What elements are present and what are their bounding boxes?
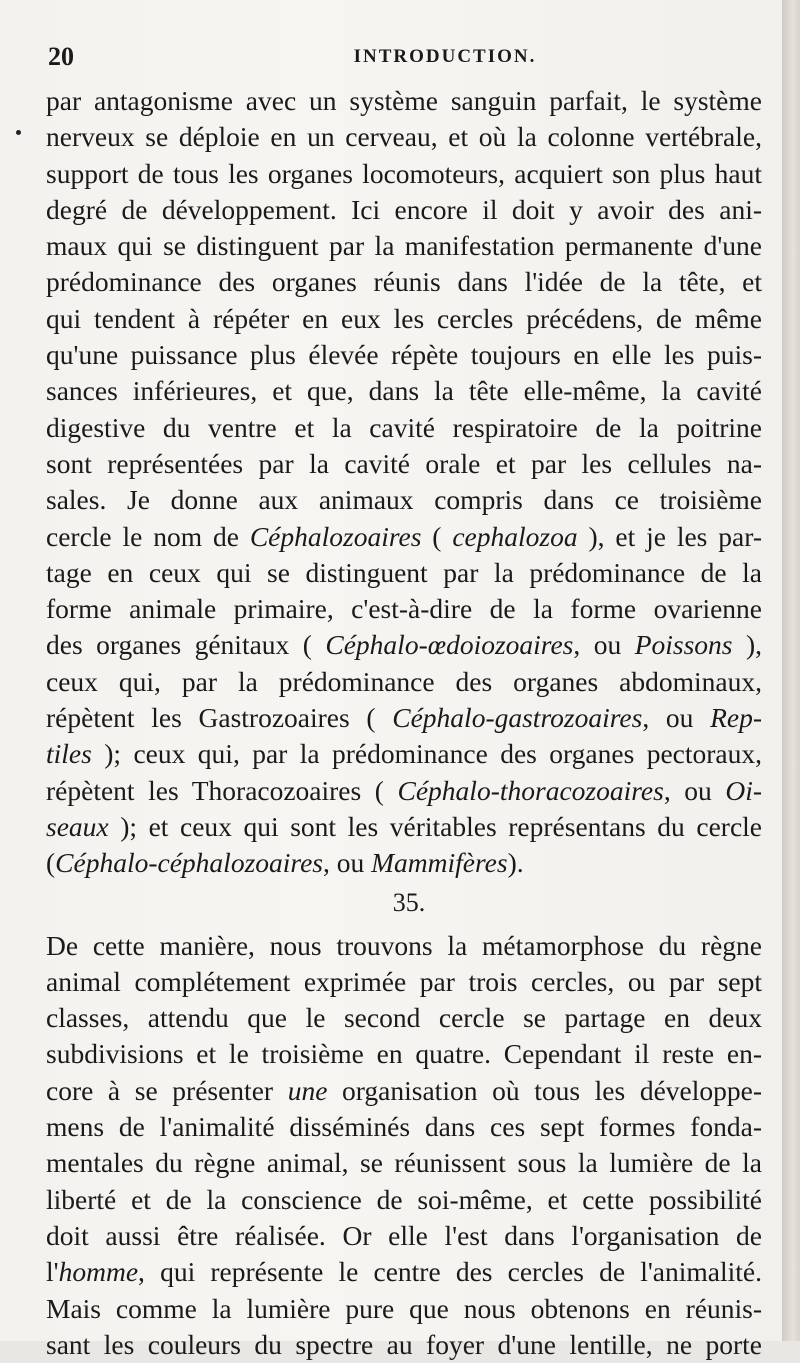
text-run: des organes génitaux ( bbox=[46, 629, 326, 661]
text-line bbox=[46, 809, 762, 845]
text-run: sont représentées par la cavité orale et par les cellules na- bbox=[46, 447, 762, 479]
text-line bbox=[46, 301, 762, 337]
text-line bbox=[46, 337, 762, 373]
text-run: prédominance des organes réunis dans l'idée de la tête, et bbox=[46, 266, 762, 298]
text-run: maux qui se distinguent par la manifestation permanente d'une bbox=[46, 230, 762, 262]
paragraph-2 bbox=[46, 928, 762, 1363]
text-line bbox=[46, 83, 762, 119]
text-line bbox=[46, 664, 762, 700]
text-line bbox=[46, 228, 762, 264]
italic-text: Poissons bbox=[634, 629, 733, 661]
text-line bbox=[46, 773, 762, 809]
text-run: ), et je les par- bbox=[577, 520, 762, 552]
italic-text: une bbox=[287, 1074, 328, 1106]
paragraph-1 bbox=[46, 83, 762, 882]
text-line bbox=[46, 1145, 762, 1181]
text-run: Mais comme la lumière pure que nous obtenons en réunis- bbox=[46, 1292, 762, 1324]
text-run: sances inférieures, et que, dans la tête elle-même, la cavité bbox=[46, 375, 762, 407]
italic-text: tiles bbox=[46, 738, 92, 770]
page-edge bbox=[782, 0, 800, 1341]
text-run: qui tendent à répéter en eux les cercles précédens, de même bbox=[46, 302, 762, 334]
text-line bbox=[46, 519, 762, 555]
text-line bbox=[46, 627, 762, 663]
text-run: subdivisions et le troisième en quatre. Cependant il reste en- bbox=[46, 1038, 762, 1070]
text-run: , ou bbox=[573, 629, 635, 661]
italic-text: Céphalo-œdoiozoaires bbox=[325, 629, 574, 661]
text-run: animal complétement exprimée par trois cercles, ou par sept bbox=[46, 965, 762, 997]
text-run: , ou bbox=[642, 702, 711, 734]
text-line bbox=[46, 736, 762, 772]
text-run: ceux qui, par la prédominance des organes abdominaux, bbox=[46, 665, 762, 697]
text-line bbox=[46, 1073, 762, 1109]
page-number: 20 bbox=[48, 42, 74, 71]
text-run: sant les couleurs du spectre au foyer d'une lentille, ne porte bbox=[46, 1328, 762, 1360]
text-line bbox=[46, 373, 762, 409]
text-run: forme animale primaire, c'est-à-dire de la forme ovarienne bbox=[46, 593, 762, 625]
text-run: mens de l'animalité disséminés dans ces sept formes fonda- bbox=[46, 1111, 762, 1143]
text-line bbox=[46, 446, 762, 482]
italic-text: Oi- bbox=[725, 774, 762, 806]
text-run: l' bbox=[46, 1256, 59, 1288]
text-line bbox=[46, 1000, 762, 1036]
text-line bbox=[46, 482, 762, 518]
text-line bbox=[46, 964, 762, 1000]
text-line bbox=[46, 1036, 762, 1072]
text-run: support de tous les organes locomoteurs, acquiert son plus haut bbox=[46, 157, 762, 189]
italic-text: Céphalo-gastrozoaires bbox=[392, 702, 643, 734]
text-run: ( bbox=[46, 847, 56, 879]
italic-text: Céphalo-céphalozoaires bbox=[55, 847, 324, 879]
text-run: mentales du règne animal, se réunissent sous la lumière de la bbox=[46, 1147, 762, 1179]
text-run: ( bbox=[421, 520, 453, 552]
text-run: De cette manière, nous trouvons la métamorphose du règne bbox=[46, 929, 762, 961]
text-run: qu'une puissance plus élevée répète toujours en elle les puis- bbox=[46, 339, 762, 371]
text-run: , ou bbox=[323, 847, 372, 879]
text-line bbox=[46, 1218, 762, 1254]
text-run: sales. Je donne aux animaux compris dans ce troisième bbox=[46, 484, 762, 516]
italic-text: Mammifères bbox=[371, 847, 508, 879]
text-run: par antagonisme avec un système sanguin parfait, le système bbox=[46, 85, 762, 116]
text-line bbox=[46, 928, 762, 964]
italic-text: homme bbox=[58, 1256, 139, 1288]
text-line bbox=[46, 156, 762, 192]
text-run: liberté et de la conscience de soi-même, et cette possibilité bbox=[46, 1183, 762, 1215]
body-text bbox=[46, 83, 762, 1363]
text-line bbox=[46, 264, 762, 300]
running-head: INTRODUCTION. bbox=[353, 46, 537, 67]
text-run: nerveux se déploie en un cerveau, et où la colonne vertébrale, bbox=[46, 121, 762, 153]
text-line bbox=[46, 555, 762, 591]
text-line bbox=[46, 1254, 762, 1290]
text-line bbox=[46, 591, 762, 627]
italic-text: seaux bbox=[46, 810, 109, 842]
italic-text: Céphalo-thoracozoaires bbox=[397, 774, 664, 806]
italic-text: cephalozoa bbox=[452, 520, 578, 552]
text-line bbox=[46, 1182, 762, 1218]
text-run: répètent les Gastrozoaires ( bbox=[46, 702, 393, 734]
text-line bbox=[46, 1291, 762, 1327]
text-run: ). bbox=[507, 847, 524, 879]
section-number: 35. bbox=[392, 887, 426, 917]
italic-text: Céphalozoaires bbox=[249, 520, 422, 552]
text-run: core à se présenter bbox=[46, 1074, 288, 1106]
text-line bbox=[46, 1327, 762, 1363]
text-run: ), bbox=[732, 629, 762, 661]
text-line bbox=[46, 1109, 762, 1145]
page-header bbox=[40, 42, 760, 78]
text-line bbox=[46, 410, 762, 446]
text-line bbox=[46, 119, 762, 155]
italic-text: Rep- bbox=[710, 702, 763, 734]
text-run: digestive du ventre et la cavité respiratoire de la poitrine bbox=[46, 411, 762, 443]
text-line bbox=[46, 845, 762, 881]
text-run: répètent les Thoracozoaires ( bbox=[46, 774, 398, 806]
text-line bbox=[46, 700, 762, 736]
text-run: degré de développement. Ici encore il doit y avoir des ani- bbox=[46, 193, 762, 225]
text-run: doit aussi être réalisée. Or elle l'est dans l'organisation de bbox=[46, 1219, 762, 1251]
text-run: tage en ceux qui se distinguent par la prédominance de la bbox=[46, 556, 762, 588]
text-run: ); ceux qui, par la prédominance des organes pectoraux, bbox=[91, 738, 762, 770]
text-run: organisation où tous les développe- bbox=[327, 1074, 762, 1106]
margin-dot bbox=[16, 130, 21, 135]
text-run: , qui représente le centre des cercles de l'animalité. bbox=[138, 1256, 762, 1288]
text-run: , ou bbox=[663, 774, 726, 806]
text-run: classes, attendu que le second cercle se partage en deux bbox=[46, 1002, 762, 1034]
text-run: cercle le nom de bbox=[46, 520, 250, 552]
text-run: ); et ceux qui sont les véritables représentans du cercle bbox=[108, 810, 762, 842]
text-line bbox=[46, 192, 762, 228]
